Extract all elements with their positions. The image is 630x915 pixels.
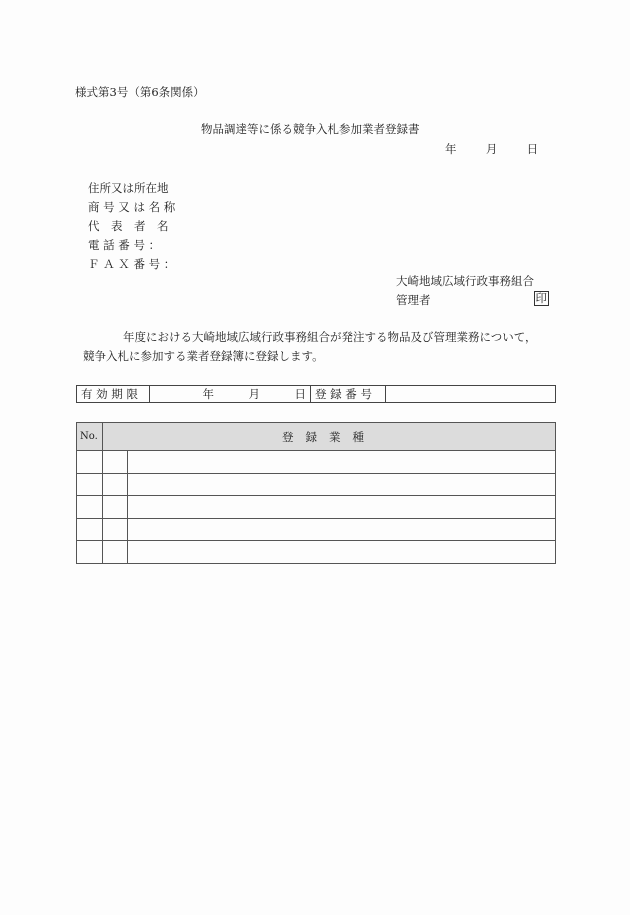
table-row bbox=[77, 541, 556, 564]
validity-label: 有 効 期 限 bbox=[77, 386, 150, 403]
row-category[interactable] bbox=[128, 473, 556, 496]
declaration-line-2: 競争入札に参加する業者登録簿に登録します。 bbox=[83, 349, 324, 363]
table-row bbox=[77, 451, 556, 474]
document-date bbox=[445, 141, 538, 157]
row-category[interactable] bbox=[128, 496, 556, 519]
declaration-text bbox=[83, 328, 537, 366]
row-code[interactable] bbox=[103, 451, 128, 474]
field-company-name: 商 号 又 は 名 称 bbox=[88, 200, 176, 214]
row-code[interactable] bbox=[103, 473, 128, 496]
row-no[interactable] bbox=[77, 518, 103, 541]
field-phone: 電 話 番 号 ： bbox=[88, 238, 161, 252]
date-year: 年 bbox=[445, 142, 457, 156]
document-title: 物品調達等に係る競争入札参加業者登録書 bbox=[201, 122, 420, 136]
table-row bbox=[77, 496, 556, 519]
table-row bbox=[77, 473, 556, 496]
declaration-line-1: 年度における大崎地域広域行政事務組合が発注する物品及び管理業務について， bbox=[123, 330, 537, 344]
form-number: 様式第3号（第6条関係） bbox=[75, 85, 205, 99]
row-no[interactable] bbox=[77, 451, 103, 474]
date-day: 日 bbox=[526, 142, 539, 156]
manager-label: 管理者 bbox=[396, 293, 431, 307]
row-code[interactable] bbox=[103, 541, 128, 564]
row-code[interactable] bbox=[103, 518, 128, 541]
field-representative: 代 表 者 名 bbox=[88, 219, 169, 233]
row-code[interactable] bbox=[103, 496, 128, 519]
registry-header bbox=[77, 423, 556, 451]
row-category[interactable] bbox=[128, 541, 556, 564]
addressee-manager bbox=[396, 292, 549, 308]
validity-date[interactable]: 年 月 日 bbox=[150, 386, 311, 403]
registry-table bbox=[76, 422, 556, 564]
validity-table bbox=[76, 385, 556, 403]
row-category[interactable] bbox=[128, 451, 556, 474]
reg-number-label: 登 録 番 号 bbox=[311, 386, 386, 403]
field-address: 住所又は所在地 bbox=[88, 181, 169, 195]
date-month: 月 bbox=[485, 142, 498, 156]
row-no[interactable] bbox=[77, 541, 103, 564]
header-no: No. bbox=[77, 423, 103, 451]
addressee-organization: 大崎地域広域行政事務組合 bbox=[396, 274, 534, 288]
reg-number-value[interactable] bbox=[386, 386, 556, 403]
row-no[interactable] bbox=[77, 496, 103, 519]
seal-mark: 印 bbox=[535, 291, 547, 305]
header-category: 登録業種 bbox=[103, 423, 556, 451]
row-category[interactable] bbox=[128, 518, 556, 541]
row-no[interactable] bbox=[77, 473, 103, 496]
table-row bbox=[77, 518, 556, 541]
field-fax: Ｆ Ａ Ｘ 番 号 ： bbox=[88, 257, 176, 271]
applicant-fields bbox=[88, 179, 175, 274]
